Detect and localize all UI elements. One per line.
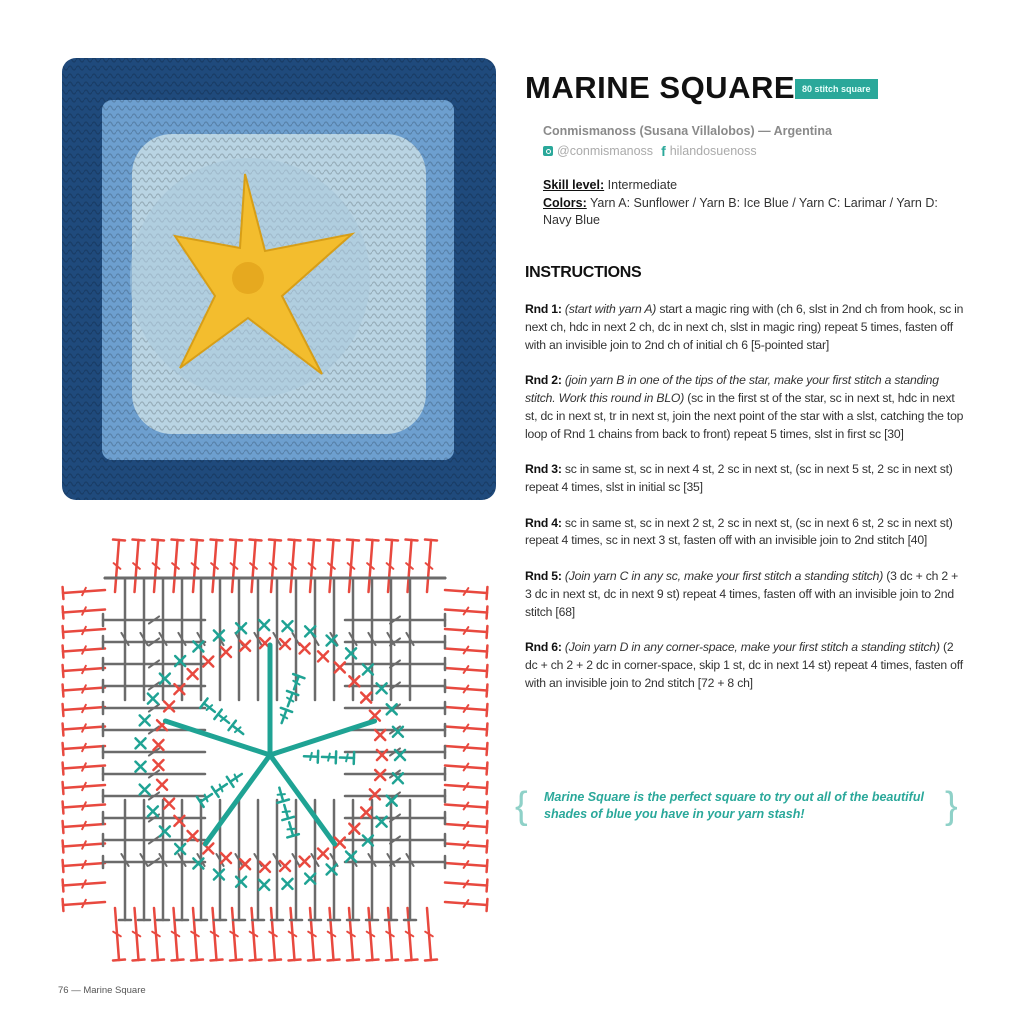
dc-stitch-top (63, 841, 64, 853)
dc-stitch-top (277, 800, 289, 803)
dc-stitch-top (63, 899, 64, 911)
round-1 (525, 301, 965, 354)
dc-stitch-top (230, 960, 242, 961)
social-links (543, 143, 757, 159)
dc-stitch-top (63, 782, 64, 794)
colors-label: Colors: (543, 195, 587, 210)
dc-stitch-top (230, 540, 242, 541)
pattern-meta (543, 177, 943, 230)
dc-stitch-bar (235, 775, 238, 782)
dc-stitch-top (487, 802, 488, 814)
round-label: Rnd 3: (525, 462, 562, 477)
dc-stitch-top (347, 960, 359, 961)
tip-callout (515, 786, 965, 828)
dc-stitch-top (367, 960, 379, 961)
dc-stitch-top (269, 960, 281, 961)
dc-stitch-top (269, 540, 281, 541)
round-label: Rnd 1: (525, 302, 562, 316)
round-2 (525, 372, 965, 443)
dc-stitch-top (152, 960, 164, 961)
dc-stitch-top (63, 860, 64, 872)
dc-stitch-top (308, 960, 320, 961)
round-note: (join yarn B in one of the tips of the star, make your first stitch a standing stitch. Work this round in BLO) (525, 373, 939, 405)
dc-stitch-top (113, 540, 125, 541)
round-label: Rnd 6: (525, 640, 562, 655)
dc-stitch-top (289, 960, 301, 961)
dc-stitch-top (487, 704, 488, 716)
dc-stitch-top (347, 540, 359, 541)
round-note: (Join yarn C in any sc, make your first stitch a standing stitch) (564, 568, 884, 583)
dc-stitch-top (63, 802, 64, 814)
star-chain-arm (270, 721, 375, 755)
dc-stitch-top (152, 540, 164, 541)
dc-stitch-top (63, 626, 64, 638)
dc-stitch-bar (205, 795, 208, 802)
page-title: MARINE SQUARE (525, 70, 796, 105)
round-label: Rnd 5: (525, 568, 562, 583)
dc-stitch-bar (288, 829, 295, 830)
dc-stitch-top (211, 960, 223, 961)
dc-stitch-top (63, 763, 64, 775)
instructions-heading: INSTRUCTIONS (525, 264, 642, 281)
dc-stitch-bar (220, 785, 223, 792)
dc-stitch-top (487, 685, 488, 697)
round-5 (525, 568, 965, 621)
dc-stitch-top (328, 540, 340, 541)
dc-stitch-top (328, 960, 340, 961)
round-6 (525, 639, 965, 692)
dc-stitch-top (406, 540, 418, 541)
left-brace-decoration: { (515, 785, 528, 827)
dc-stitch-top (172, 540, 184, 541)
dc-stitch-top (191, 540, 203, 541)
dc-stitch-top (487, 665, 488, 677)
round-text: start a magic ring with (ch 6, slst in 2nd ch from hook, sc in next ch, hdc in next 2 ch, dc in next ch, slst in magic ring) repeat 5 times, fasten off with an invisible join to 2nd ch of initial ch 6 [5-pointed star] (525, 302, 964, 352)
dc-stitch-top (487, 763, 488, 775)
dc-stitch-bar (278, 794, 285, 795)
dc-stitch-top (212, 787, 219, 797)
dc-stitch-top (487, 607, 488, 619)
dc-stitch-top (172, 960, 184, 961)
dc-stitch-top (63, 665, 64, 677)
dc-stitch-top (487, 724, 488, 736)
dc-stitch-bar (310, 753, 312, 760)
dc-stitch-top (63, 685, 64, 697)
dc-stitch-top (63, 646, 64, 658)
round-text: (2 dc + ch 2 + 2 dc in corner-space, skip 1 st, dc in next 14 st) repeat 4 times, fasten off with an invisible join to 2nd stitch [72 + 8 ch] (525, 640, 963, 690)
dc-stitch-top (308, 540, 320, 541)
dc-stitch-top (386, 960, 398, 961)
dc-stitch-top (63, 821, 64, 833)
dc-stitch-bar (346, 754, 348, 761)
dc-stitch-top (63, 704, 64, 716)
dc-stitch-top (487, 860, 488, 872)
dc-stitch-top (63, 607, 64, 619)
round-label: Rnd 2: (525, 373, 562, 388)
dc-stitch-top (386, 540, 398, 541)
star-chain-arm (165, 721, 270, 755)
dc-stitch-top (367, 540, 379, 541)
dc-stitch-top (487, 841, 488, 853)
dc-stitch-bar (328, 754, 330, 761)
instructions-list (525, 301, 965, 710)
dc-stitch-top (487, 821, 488, 833)
dc-stitch-top (425, 960, 437, 961)
dc-stitch-top (133, 960, 145, 961)
dc-stitch-top (487, 880, 488, 892)
round-text: sc in same st, sc in next 2 st, 2 sc in next st, (sc in next 6 st, 2 sc in next st) repeat 4 times, sc in next 3 st, fasten off with an invisible join to 2nd stitch [40] (525, 515, 953, 548)
dc-stitch-top (191, 960, 203, 961)
dc-stitch-top (63, 587, 64, 599)
dc-stitch-top (406, 960, 418, 961)
facebook-handle: hilandosuenoss (669, 144, 757, 158)
round-label: Rnd 4: (525, 515, 562, 530)
dc-stitch-top (63, 743, 64, 755)
right-brace-decoration: } (945, 785, 958, 827)
dc-stitch-top (63, 724, 64, 736)
skill-label: Skill level: (543, 178, 605, 192)
crochet-chart-diagram (55, 530, 495, 970)
facebook-icon: f (661, 143, 666, 159)
round-note: (Join yarn D in any corner-space, make your first stitch a standing stitch) (564, 640, 940, 655)
round-text: (sc in the first st of the star, sc in next st, hdc in next st, dc in next st, tr in next st, join the next point of the star with a slst, catching the top loop of Rnd 1 chains from back to front) repeat 5 times, slst in first sc [30] (525, 390, 964, 441)
page-footer: 76 — Marine Square (58, 985, 146, 996)
dc-stitch-top (487, 743, 488, 755)
dc-stitch-top (227, 777, 234, 787)
dc-stitch-top (250, 960, 262, 961)
round-3 (525, 461, 965, 497)
dc-stitch-top (487, 587, 488, 599)
dc-stitch-top (289, 540, 301, 541)
dc-stitch-top (250, 540, 262, 541)
dc-stitch-top (211, 540, 223, 541)
tip-text: Marine Square is the perfect square to try out all of the beautiful shades of blue you have in your yarn stash! (544, 790, 924, 821)
dc-stitch-top (425, 540, 437, 541)
dc-stitch-top (487, 782, 488, 794)
dc-stitch-top (113, 960, 125, 961)
skill-value: Intermediate (607, 178, 678, 192)
colors-value: Yarn A: Sunflower / Yarn B: Ice Blue / Yarn C: Larimar / Yarn D: Navy Blue (543, 195, 938, 227)
round-4 (525, 515, 965, 551)
crochet-square-photo (60, 56, 498, 502)
round-text: (3 dc + ch 2 + 3 dc in next st, dc in next 9 st) repeat 4 times, fasten off with an invisible join to 2nd stitch [68] (525, 568, 959, 619)
designer-credit: Conmismanoss (Susana Villalobos) — Argentina (543, 124, 832, 138)
instagram-handle: @conmismanoss (557, 144, 654, 158)
star-chain-arm (270, 755, 335, 844)
round-text: sc in same st, sc in next 4 st, 2 sc in next st, (sc in next 5 st, 2 sc in next st) repeat 4 times, slst in initial sc [35] (525, 462, 953, 494)
dc-stitch-top (282, 817, 294, 820)
dc-stitch-bar (283, 811, 290, 812)
dc-stitch-top (133, 540, 145, 541)
dc-stitch-top (487, 899, 488, 911)
star-chain-arm (205, 755, 270, 844)
instagram-icon (543, 146, 553, 156)
dc-stitch-top (487, 646, 488, 658)
round-note: (start with yarn A) (564, 302, 657, 316)
dc-stitch-top (63, 880, 64, 892)
stitch-count-badge: 80 stitch square (795, 79, 878, 99)
dc-stitch-top (487, 626, 488, 638)
